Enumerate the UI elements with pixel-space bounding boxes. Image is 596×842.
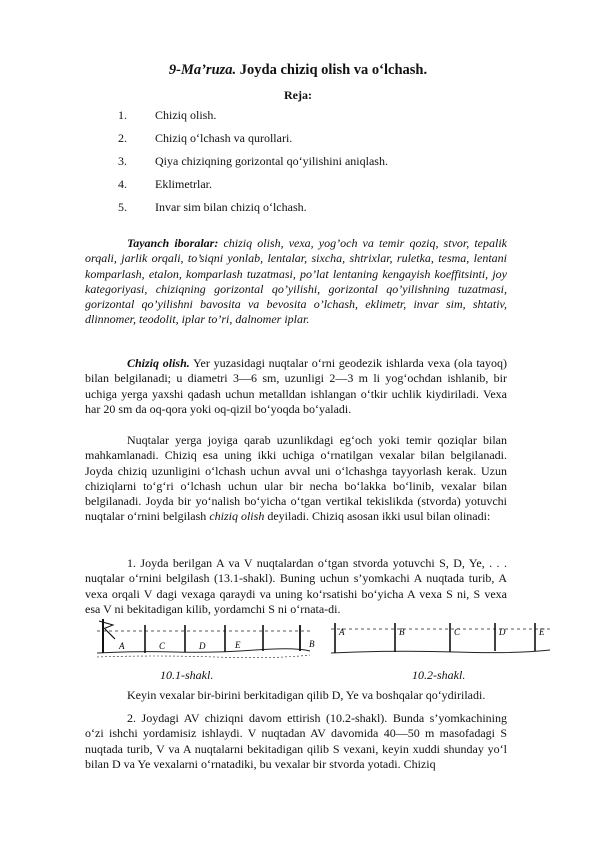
plan-item [118, 108, 388, 131]
plan-item-number: 3. [118, 154, 127, 168]
paragraph-1 [85, 356, 507, 417]
plan-item-text: Chiziq olish. [155, 108, 217, 122]
fig2-label-d: D [499, 627, 506, 637]
lecture-title [0, 62, 596, 79]
paragraph-2 [85, 433, 507, 525]
fig1-label-e: E [235, 640, 241, 650]
keywords-text: chiziq olish, vexa, yog’och va temir qoziq, stvor, tepalik orqali, jarlik orqali, to’siqni yonlab, lentalar, sixcha, shtrixlar, ruletka, tesma, lentani komparlash, etalon, komparlash tuzatmasi, po’lat lentaning kengayish koeffitsinti, joy kategoriyasi, chiziqning gorizontal qo’yilishi, gorizontal qo’yilishning tuzatmasi, gorizontal qo’yilishni bavosita va bevosita o’lchash, eklimetr, invar sim, shtativ, dlinnomer, teodolit, iplar to’ri, dalnomer iplar. [85, 236, 507, 327]
figure-caption-2: 10.2-shakl. [412, 668, 466, 682]
fig1-label-d: D [199, 641, 206, 651]
paragraph-3-text: 1. Joyda berilgan A va V nuqtalardan o‘tgan stvorda yotuvchi S, D, Ye, . . . nuqtalar o‘rnini belgilash (13.1-shakl). Buning uchun s’yomkachi A nuqtada turib, A vexa orqali V dagi vexaga qaraydi va uning ko‘rsatishi bo‘yicha A vexa S ni, S vexa esa V ni bekitadigan kilib, yordamchi S ni o‘rnata-di. [85, 556, 507, 616]
paragraph-5-text: 2. Joydagi AV chiziqni davom ettirish (10.2-shakl). Bunda s’yomkachining o‘zi ishchi yordamisiz ishlaydi. V nuqtadan AV davomida 40—50 m masofadagi S nuqtada turib, V va A nuqtalarni bekitadigan qilib S vexani, keyin xuddi shunday yo‘l bilan D va Ye vexalarni o‘rnatadiki, bu vexalar bir stvorda yotadi. Chiziq [85, 711, 507, 771]
fig1-label-c: C [159, 641, 166, 651]
paragraph-2-text: Nuqtalar yerga joyiga qarab uzunlikdagi eg‘och yoki temir qoziqlar bilan mahkamlanadi. Chiziq esa uning ikki uchiga o‘rnatilgan vexalar bilan belgilanadi. Joyda chiziq uzunligini o‘lchash uchun avval uni o‘lchashga tayyorlash kerak. Uzun chiziqlarni to‘g‘ri o‘lchash uchun ular bir necha bo‘lakka bo‘linib, vexalar bilan belgilanadi. Joyda bir yo‘nalish bo‘yicha o‘tgan vertikal tekislikda (stvorda) yotuvchi nuqtalar o‘rnini belgilash [85, 433, 507, 524]
paragraph-1-label: Chiziq olish. [127, 356, 190, 370]
paragraph-2-end: deyiladi. Chiziq asosan ikki usul bilan olinadi: [264, 509, 491, 524]
plan-item-text: Qiya chiziqning gorizontal qo‘yilishini aniqlash. [155, 154, 388, 168]
fig2-label-e: E [539, 627, 545, 637]
plan-item-number: 2. [118, 131, 127, 145]
plan-item-number: 4. [118, 177, 127, 191]
plan-item-text: Invar sim bilan chiziq o‘lchash. [155, 200, 307, 214]
fig2-label-b: B [399, 627, 405, 637]
stake-line-figures [95, 617, 555, 665]
fig2-label-c: C [454, 627, 461, 637]
plan-item-text: Eklimetrlar. [155, 177, 212, 191]
plan-item [118, 200, 388, 223]
paragraph-4-text: Keyin vexalar bir-birini berkitadigan qilib D, Ye va boshqalar qo‘ydiriladi. [127, 688, 486, 702]
lecture-title-text: Joyda chiziq olish va o‘lchash. [236, 62, 428, 78]
plan-item [118, 177, 388, 200]
fig1-label-a: A [119, 641, 125, 651]
plan-list [118, 108, 388, 223]
fig2-label-a: A [339, 627, 345, 637]
plan-item [118, 154, 388, 177]
figures-row [95, 617, 555, 665]
paragraph-2-emphasis: chiziq olish [209, 509, 265, 524]
plan-heading: Reja: [284, 88, 312, 102]
lecture-number: 9-Ma’ruza. [168, 62, 237, 78]
fig1-label-b: B [309, 639, 315, 649]
plan-item-number: 1. [118, 108, 127, 122]
paragraph-5 [85, 711, 507, 772]
paragraph-3 [85, 556, 507, 617]
paragraph-4 [85, 688, 507, 703]
plan-item [118, 131, 388, 154]
keywords-paragraph [85, 236, 507, 328]
keywords-label: Tayanch iboralar: [127, 236, 219, 250]
figure-caption-1: 10.1-shakl. [160, 668, 214, 682]
figure-10-2 [331, 623, 550, 653]
paragraph-1-text: Yer yuzasidagi nuqtalar o‘rni geodezik ishlarda vexa (ola tayoq) bilan belgilanadi; u diametri 3—6 sm, uzunligi 2—3 m li yog‘ochdan ishlanib, bir uchiga yerga yaxshi qadash uchun metalldan ishlangan o‘tkir uchlik kiydiriladi. Vexa har 20 sm da oq-qora yoki oq-qizil bo‘yoqda bo‘yaladi. [85, 356, 507, 416]
plan-item-text: Chiziq o‘lchash va qurollari. [155, 131, 293, 145]
figure-10-1 [97, 619, 315, 658]
plan-item-number: 5. [118, 200, 127, 214]
